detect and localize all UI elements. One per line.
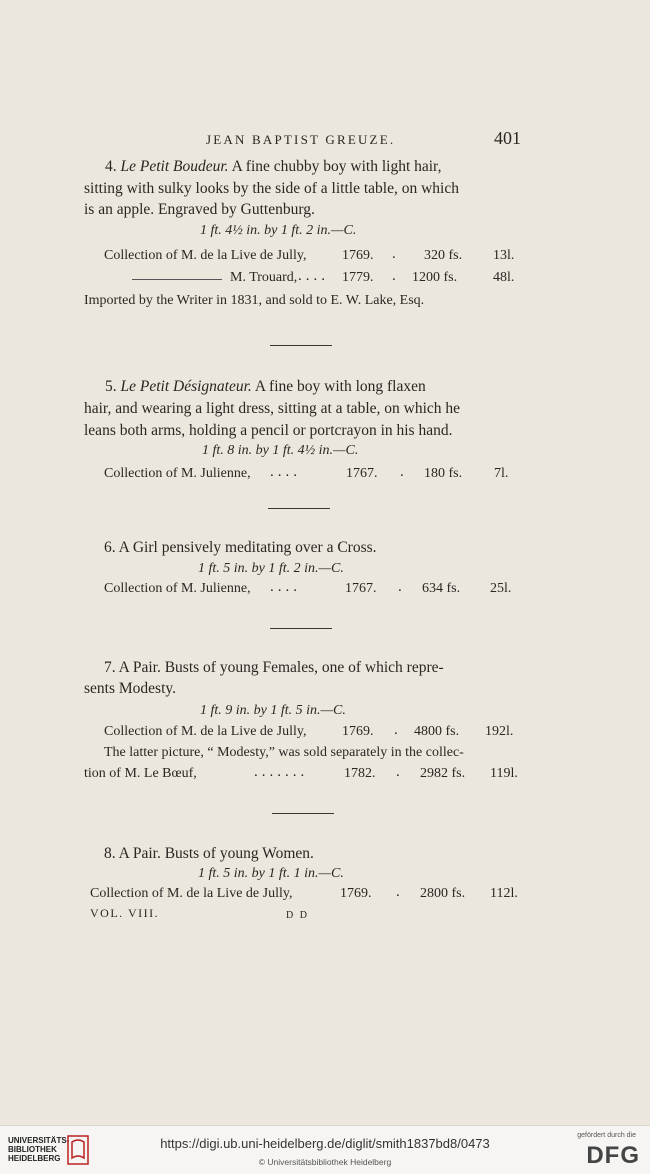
entry-4-provenance-1-text: Collection of M. de la Live de Jully, bbox=[104, 248, 307, 263]
entry-5-line-1: 5. Le Petit Désignateur. A fine boy with long flaxen bbox=[105, 378, 426, 395]
entry-4-provenance-1-price: 320 fs. bbox=[424, 248, 463, 263]
entry-7-note-sterling: 119l. bbox=[490, 766, 518, 781]
permalink[interactable]: https://digi.ub.uni-heidelberg.de/diglit/smith1837bd8/0473 bbox=[160, 1136, 490, 1151]
entry-4-note: Imported by the Writer in 1831, and sold to E. W. Lake, Esq. bbox=[84, 293, 425, 308]
leader-dots: .... bbox=[270, 464, 301, 480]
entry-6-provenance-sterling: 25l. bbox=[490, 581, 512, 596]
volume-mark: VOL. VIII. bbox=[90, 906, 160, 920]
entry-4-dimensions: 1 ft. 4½ in. by 1 ft. 2 in.—C. bbox=[200, 223, 357, 238]
entry-5-line-3: leans both arms, holding a pencil or portcrayon in his hand. bbox=[84, 422, 453, 439]
entry-4-line-3: is an apple. Engraved by Guttenburg. bbox=[84, 201, 315, 218]
entry-5-provenance-sterling: 7l. bbox=[494, 466, 509, 481]
entry-4-provenance-2-price: 1200 fs. bbox=[412, 270, 458, 285]
entry-7-dimensions: 1 ft. 9 in. by 1 ft. 5 in.—C. bbox=[200, 703, 346, 718]
entry-7-note-price: 2982 fs. bbox=[420, 766, 466, 781]
entry-5-provenance-text: Collection of M. Julienne, bbox=[104, 466, 251, 481]
entry-6-dimensions: 1 ft. 5 in. by 1 ft. 2 in.—C. bbox=[198, 561, 344, 576]
entry-4-provenance-1-sterling: 13l. bbox=[493, 248, 515, 263]
entry-4-provenance-2-text: M. Trouard, bbox=[230, 270, 298, 285]
library-name: UNIVERSITÄTS- BIBLIOTHEK HEIDELBERG bbox=[8, 1136, 70, 1163]
entry-8-provenance-year: 1769. bbox=[340, 886, 372, 901]
entry-5-dimensions: 1 ft. 8 in. by 1 ft. 4½ in.—C. bbox=[202, 443, 359, 458]
copyright: © Universitätsbibliothek Heidelberg bbox=[258, 1157, 392, 1167]
entry-8-dimensions: 1 ft. 5 in. by 1 ft. 1 in.—C. bbox=[198, 866, 344, 881]
entry-7-line-2: sents Modesty. bbox=[84, 680, 176, 697]
signature-mark: D D bbox=[286, 910, 309, 921]
entry-6-line-1: 6. A Girl pensively meditating over a Cross. bbox=[104, 539, 377, 556]
entry-7-note-line-2: tion of M. Le Bœuf, bbox=[84, 766, 197, 781]
leader-dots: . bbox=[400, 464, 408, 480]
entry-6-provenance-year: 1767. bbox=[345, 581, 377, 596]
entry-8-provenance-price: 2800 fs. bbox=[420, 886, 466, 901]
leader-dots: .... bbox=[270, 579, 301, 595]
entry-8-provenance-sterling: 112l. bbox=[490, 886, 518, 901]
entry-4-provenance-1-year: 1769. bbox=[342, 248, 374, 263]
leader-dots: . bbox=[392, 246, 400, 262]
section-divider bbox=[272, 813, 334, 814]
leader-dots: . bbox=[398, 579, 406, 595]
ditto-rule bbox=[132, 279, 222, 280]
leader-dots: . bbox=[396, 764, 404, 780]
entry-5-provenance-price: 180 fs. bbox=[424, 466, 463, 481]
page-number: 401 bbox=[494, 128, 521, 148]
entry-4-provenance-2-sterling: 48l. bbox=[493, 270, 515, 285]
running-title: JEAN BAPTIST GREUZE. bbox=[206, 132, 396, 147]
leader-dots: ....... bbox=[254, 764, 309, 780]
entry-7-line-1: 7. A Pair. Busts of young Females, one of which repre- bbox=[104, 659, 444, 676]
entry-6-provenance-price: 634 fs. bbox=[422, 581, 461, 596]
entry-8-line-1: 8. A Pair. Busts of young Women. bbox=[104, 845, 314, 862]
leader-dots: . bbox=[394, 722, 402, 738]
entry-7-note-year: 1782. bbox=[344, 766, 376, 781]
leader-dots: .... bbox=[298, 268, 329, 284]
dfg-logo: DFG bbox=[586, 1142, 640, 1169]
section-divider bbox=[268, 508, 330, 509]
entry-7-provenance-sterling: 192l. bbox=[485, 724, 514, 739]
section-divider bbox=[270, 628, 332, 629]
entry-7-provenance-price: 4800 fs. bbox=[414, 724, 460, 739]
entry-4-line-2: sitting with sulky looks by the side of a little table, on which bbox=[84, 180, 459, 197]
entry-7-provenance-text: Collection of M. de la Live de Jully, bbox=[104, 724, 307, 739]
leader-dots: . bbox=[396, 884, 404, 900]
entry-7-note-line-1: The latter picture, “ Modesty,” was sold separately in the collec- bbox=[104, 745, 464, 760]
funded-by-label: gefördert durch die bbox=[577, 1132, 636, 1139]
viewer-footer bbox=[0, 1125, 650, 1174]
leader-dots: . bbox=[392, 268, 400, 284]
entry-4-provenance-2-year: 1779. bbox=[342, 270, 374, 285]
entry-6-provenance-text: Collection of M. Julienne, bbox=[104, 581, 251, 596]
entry-5-provenance-year: 1767. bbox=[346, 466, 378, 481]
entry-4-line-1: 4. Le Petit Boudeur. A fine chubby boy with light hair, bbox=[105, 158, 442, 175]
entry-8-provenance-text: Collection of M. de la Live de Jully, bbox=[90, 886, 293, 901]
entry-5-line-2: hair, and wearing a light dress, sitting at a table, on which he bbox=[84, 400, 461, 417]
entry-7-provenance-year: 1769. bbox=[342, 724, 374, 739]
section-divider bbox=[270, 345, 332, 346]
